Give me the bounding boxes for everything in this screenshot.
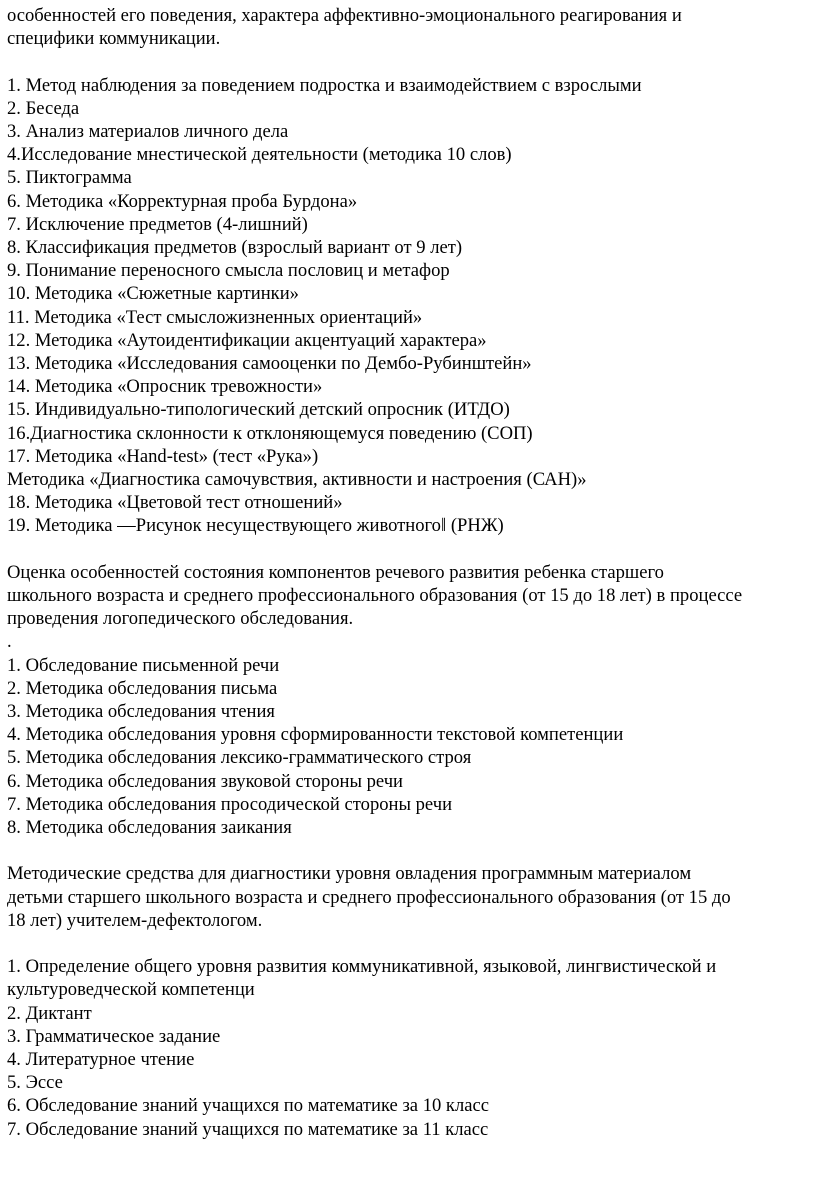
list-item: 19. Методика ―Рисунок несуществующего животного‖ (РНЖ) — [7, 515, 504, 537]
list-item: 6. Методика обследования звуковой стороны речи — [7, 770, 404, 792]
list-item: 3. Методика обследования чтения — [7, 701, 275, 723]
speech-section — [7, 561, 808, 839]
spacer — [7, 932, 808, 955]
list-item: 12. Методика «Аутоидентификации акцентуаций характера» — [7, 329, 487, 351]
list-item: 5. Эссе — [7, 1072, 63, 1094]
defectologist-section — [7, 862, 808, 1140]
list-item: 6. Обследование знаний учащихся по математике за 10 класс — [7, 1095, 490, 1117]
methods-list — [7, 74, 808, 538]
spacer — [7, 50, 808, 73]
intro-line: особенностей его поведения, характера аффективно-эмоционального реагирования и — [7, 5, 682, 26]
list-item: 17. Методика «Hand-test» (тест «Рука») — [7, 445, 319, 467]
list-item: 15. Индивидуально-типологический детский опросник (ИТДО) — [7, 399, 510, 421]
section-heading-line: детьми старшего школьного возраста и среднего профессионального образования (от 15 до — [7, 886, 731, 908]
section-heading-line: школьного возраста и среднего профессионального образования (от 15 до 18 лет) в процессе — [7, 585, 743, 607]
intro-line: специфики коммуникации. — [7, 28, 221, 50]
list-item: 2. Диктант — [7, 1002, 92, 1024]
dot-line: . — [7, 631, 12, 653]
intro-paragraph — [7, 4, 808, 50]
section-heading-line: Методические средства для диагностики уровня овладения программным материалом — [7, 863, 692, 885]
list-item: 3. Анализ материалов личного дела — [7, 121, 289, 142]
spacer — [7, 839, 808, 862]
spacer — [7, 538, 808, 561]
list-item: 6. Методика «Корректурная проба Бурдона» — [7, 190, 358, 212]
list-item: 1. Метод наблюдения за поведением подростка и взаимодействием с взрослыми — [7, 74, 642, 96]
list-item: 8. Классификация предметов (взрослый вариант от 9 лет) — [7, 237, 463, 259]
list-item: 2. Беседа — [7, 97, 80, 119]
section-heading-line: проведения логопедического обследования. — [7, 608, 354, 630]
section-heading-line: Оценка особенностей состояния компонентов речевого развития ребенка старшего — [7, 561, 664, 583]
list-item: 14. Методика «Опросник тревожности» — [7, 376, 323, 398]
list-item: 9. Понимание переносного смысла пословиц и метафор — [7, 260, 450, 282]
list-item: 11. Методика «Тест смысложизненных ориентаций» — [7, 306, 423, 328]
list-item: 7. Обследование знаний учащихся по математике за 11 класс — [7, 1118, 489, 1140]
list-item: культуроведческой компетенци — [7, 979, 255, 1001]
list-item: 2. Методика обследования письма — [7, 677, 278, 699]
list-item: 7. Методика обследования просодической стороны речи — [7, 793, 453, 815]
list-item: 1. Обследование письменной речи — [7, 654, 280, 676]
list-item: 4. Методика обследования уровня сформированности текстовой компетенции — [7, 724, 624, 746]
list-item: 18. Методика «Цветовой тест отношений» — [7, 492, 343, 514]
list-item: 4.Исследование мнестической деятельности (методика 10 слов) — [7, 144, 512, 166]
list-item: 8. Методика обследования заикания — [7, 817, 292, 839]
list-item: 16.Диагностика склонности к отклоняющемуся поведению (СОП) — [7, 422, 533, 444]
list-item: 13. Методика «Исследования самооценки по Дембо-Рубинштейн» — [7, 353, 532, 375]
list-item: 10. Методика «Сюжетные картинки» — [7, 283, 299, 305]
list-item: 7. Исключение предметов (4-лишний) — [7, 213, 308, 235]
list-item: Методика «Диагностика самочувствия, активности и настроения (САН)» — [7, 469, 587, 491]
list-item: 4. Литературное чтение — [7, 1049, 195, 1071]
section-heading-line: 18 лет) учителем-дефектологом. — [7, 909, 263, 931]
list-item: 5. Пиктограмма — [7, 167, 132, 189]
list-item: 5. Методика обследования лексико-грамматического строя — [7, 747, 472, 769]
list-item: 3. Грамматическое задание — [7, 1025, 221, 1047]
list-item: 1. Определение общего уровня развития коммуникативной, языковой, лингвистической и — [7, 956, 717, 978]
